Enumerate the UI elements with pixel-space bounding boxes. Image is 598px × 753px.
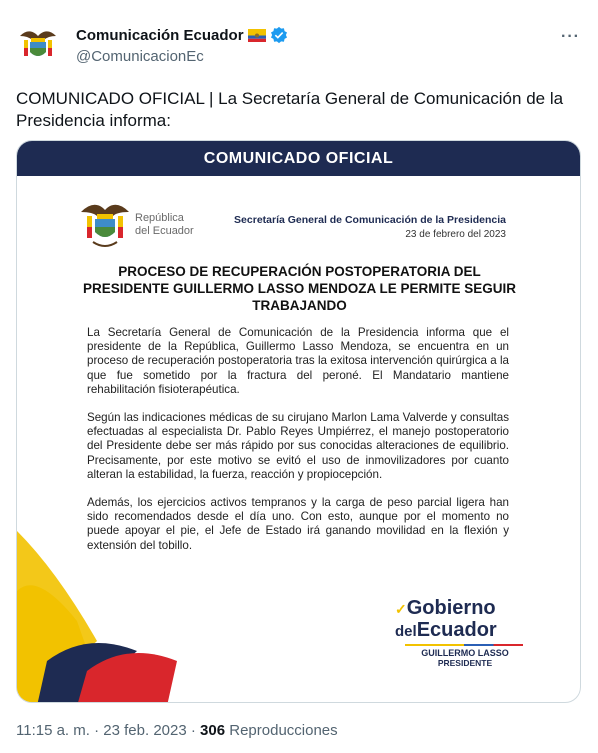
president-name: GUILLERMO LASSO xyxy=(421,648,509,658)
display-name[interactable]: Comunicación Ecuador xyxy=(76,26,244,44)
gobierno-del: del xyxy=(395,623,417,640)
paragraph: La Secretaría General de Comunicación de la Presidencia informa que el presidente de la República, Guillermo Lasso Mendoza, se encuentra en un proceso de recuperación postoperatoria tras la exitosa intervención quirúrgica a la que fue sometido por la fractura del peroné. El Mandatario mantiene rehabilitación fisioterapéutica. xyxy=(87,326,509,396)
ecuador-flag-icon xyxy=(248,29,266,42)
handle[interactable]: @ComunicacionEc xyxy=(76,48,204,65)
gobierno-line1: Gobierno xyxy=(406,597,496,619)
tweet-meta xyxy=(16,722,338,739)
views-count[interactable]: 306 xyxy=(200,722,226,739)
views-label[interactable]: Reproducciones xyxy=(229,722,338,739)
paragraph: Según las indicaciones médicas de su cirujano Marlon Lama Valverde y consultas efectuadas al especialista Dr. Pablo Reyes Umpiérrez, el manejo postoperatorio del Presidente debe ser más rápido por sus conocidas alteraciones de equilibrio. Precisamente, por este motivo se evitó el uso de inmovilizadores por cuanto alteran la estabilidad, la fuerza, reacción y propiocepción. xyxy=(87,411,509,481)
communique-header: COMUNICADO OFICIAL xyxy=(17,141,580,176)
coat-of-arms-icon xyxy=(16,22,60,66)
coat-of-arms-icon xyxy=(79,196,131,254)
communique-image[interactable] xyxy=(16,140,581,703)
paragraph: Además, los ejercicios activos tempranos y la carga de peso parcial ligera han sido recomendados desde el día uno. Con esto, aunque por el momento no puede apoyar el pie, el Jefe de Estado irá ganando movilidad en la flexión y extensión del tobillo. xyxy=(87,496,509,552)
tweet-date[interactable]: 23 feb. 2023 xyxy=(103,722,187,739)
verified-badge-icon xyxy=(270,26,288,44)
tweet-time[interactable]: 11:15 a. m. xyxy=(16,722,90,739)
name-row xyxy=(76,26,288,44)
decorative-shapes xyxy=(17,531,177,703)
gobierno-logo: ✓Gobierno delEcuador GUILLERMO LASSO PRESIDENTE xyxy=(395,598,535,668)
document-title: PROCESO DE RECUPERACIÓN POSTOPERATORIA DEL PRESIDENTE GUILLERMO LASSO MENDOZA LE PERMITE SEGUIR TRABAJANDO xyxy=(82,264,517,313)
president-role: PRESIDENTE xyxy=(437,658,493,668)
republica-line2: del Ecuador xyxy=(135,225,194,237)
flag-stripe xyxy=(405,644,523,646)
document-date: 23 de febrero del 2023 xyxy=(405,229,506,240)
republica-logo xyxy=(79,196,194,254)
secretaria-block xyxy=(234,214,506,240)
republica-line1: República xyxy=(135,212,184,224)
meta-separator: · xyxy=(94,722,100,739)
secretaria-title: Secretaría General de Comunicación de la Presidencia xyxy=(234,214,506,226)
tweet-text: COMUNICADO OFICIAL | La Secretaría General de Comunicación de la Presidencia informa: xyxy=(16,89,564,130)
gobierno-ecuador: Ecuador xyxy=(416,619,497,641)
more-options-icon[interactable]: ··· xyxy=(561,28,580,45)
avatar[interactable] xyxy=(16,22,60,66)
meta-separator: · xyxy=(190,722,196,739)
